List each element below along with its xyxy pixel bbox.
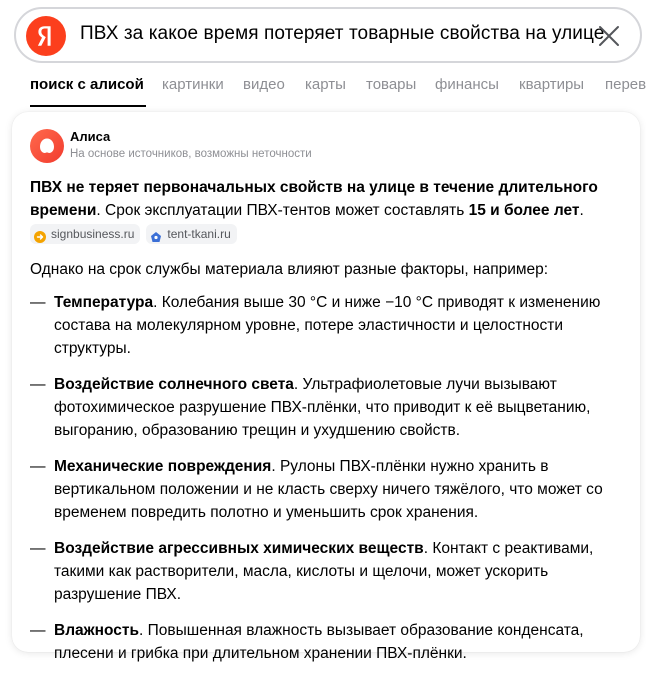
answer-lead-bold-years: 15 и более лет — [468, 202, 580, 219]
alisa-name: Алиса — [70, 129, 111, 144]
search-tabs — [0, 72, 645, 110]
answer-lead — [30, 176, 630, 222]
factor-text: . Рулоны ПВХ-плёнки нужно хранить в вертикальном положении и не класть сверху ничего тяжёлого, что может со временем повредить полотно и уменьшить срок хранения. — [54, 458, 603, 521]
yandex-logo-icon[interactable] — [26, 16, 66, 56]
factor-title: Влажность — [54, 622, 140, 639]
list-item — [30, 455, 630, 524]
answer-lead-bold: ПВХ не теряет первоначальных свойств на улице в течение длительного времени — [30, 179, 598, 219]
factor-title: Воздействие агрессивных химических веществ — [54, 540, 424, 557]
factor-text: . Колебания выше 30 °C и ниже −10 °C приводят к изменению состава на молекулярном уровне, потере эластичности и целостности структуры. — [54, 294, 601, 357]
tab-apartments[interactable]: квартиры — [519, 76, 585, 93]
alisa-avatar-icon — [30, 129, 64, 163]
tab-goods[interactable]: товары — [366, 76, 417, 93]
alisa-disclaimer: На основе источников, возможны неточности — [70, 148, 312, 160]
source-link-signbusiness[interactable] — [30, 224, 140, 244]
close-icon[interactable] — [596, 23, 622, 49]
tab-finance[interactable]: финансы — [435, 76, 499, 93]
factor-title: Механические повреждения — [54, 458, 272, 475]
answer-lead-text: . Срок эксплуатации ПВХ-тентов может составлять — [96, 202, 469, 219]
tab-translate[interactable]: перев — [605, 76, 646, 93]
factor-text: . Контакт с реактивами, такими как растворители, масла, кислоты и щелочи, может ускорить разрушение ПВХ. — [54, 540, 594, 603]
list-item — [30, 619, 630, 665]
list-item — [30, 537, 630, 606]
factor-title: Температура — [54, 294, 154, 311]
list-dash: — — [30, 376, 46, 393]
list-item — [30, 291, 630, 360]
tab-video[interactable]: видео — [243, 76, 285, 93]
answer-sources — [30, 224, 630, 244]
list-dash: — — [30, 294, 46, 311]
search-bar[interactable] — [14, 7, 642, 63]
answer-lead-end: . — [579, 202, 584, 219]
factor-title: Воздействие солнечного света — [54, 376, 294, 393]
signbusiness-icon — [34, 228, 46, 240]
factors-list — [30, 291, 630, 665]
active-tab-indicator — [30, 105, 146, 107]
list-dash: — — [30, 540, 46, 557]
factor-text: . Повышенная влажность вызывает образование конденсата, плесени и грибка при длительном хранении ПВХ-плёнки. — [54, 622, 584, 662]
tab-search-with-alisa[interactable]: поиск с алисой — [30, 76, 144, 93]
source-label: tent-tkani.ru — [167, 226, 231, 241]
tab-maps[interactable]: карты — [305, 76, 346, 93]
search-input[interactable]: ПВХ за какое время потеряет товарные свойства на улице — [80, 23, 605, 44]
source-label: signbusiness.ru — [51, 226, 135, 241]
answer-body — [30, 176, 630, 678]
list-dash: — — [30, 458, 46, 475]
source-link-tent-tkani[interactable] — [146, 224, 236, 244]
tent-tkani-icon — [150, 228, 162, 240]
answer-intro: Однако на срок службы материала влияют разные факторы, например: — [30, 261, 549, 278]
list-item — [30, 373, 630, 442]
tab-images[interactable]: картинки — [162, 76, 224, 93]
list-dash: — — [30, 622, 46, 639]
factor-text: . Ультрафиолетовые лучи вызывают фотохимическое разрушение ПВХ-плёнки, что приводит к её выцветанию, выгоранию, образованию трещин и ухудшению свойств. — [54, 376, 591, 439]
alisa-answer-card — [12, 112, 640, 662]
